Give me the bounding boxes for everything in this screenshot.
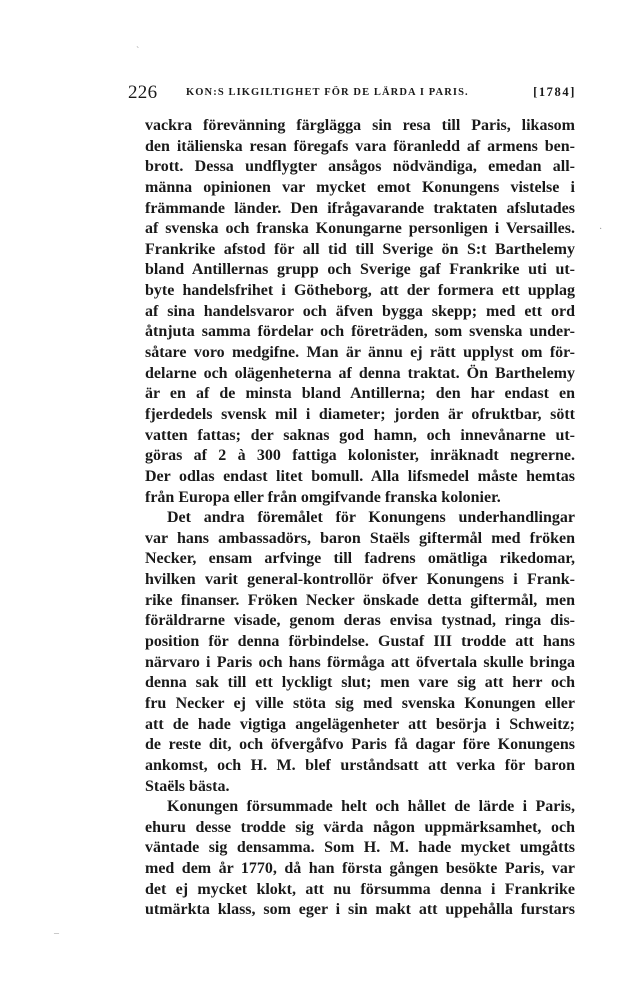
page-header [128, 82, 576, 106]
text-line: delarne och olägenheterna af denna traktat. Ön Barthelemy [145, 364, 575, 382]
text-line: fjerdedels svensk mil i diameter; jorden är ofruktbar, sött [145, 405, 575, 423]
text-line: hvilken varit general-kontrollör öfver Konungens i Frank- [145, 571, 575, 589]
text-line: var hans ambassadörs, baron Staëls giftermål med fröken [145, 529, 575, 547]
stray-mark: · [599, 224, 603, 235]
text-line: brott. Dessa undflygter ansågos nödvändiga, emedan all- [145, 158, 575, 176]
text-line: Staëls bästa. [145, 777, 230, 795]
text-line: med dem år 1770, då han första gången besökte Paris, var [145, 860, 575, 878]
text-line: Det andra föremålet för Konungens underhandlingar [167, 509, 575, 527]
body-text [145, 116, 575, 921]
text-line: de reste dit, och öfvergåfvo Paris få dagar före Konungens [145, 736, 575, 754]
text-line: rike finanser. Fröken Necker önskade detta giftermål, men [145, 591, 575, 609]
stray-mark: ˋ [136, 46, 140, 57]
text-line: Frankrike afstod för all tid till Sverige ön S:t Barthelemy [145, 240, 575, 258]
text-line: utmärkta klass, som eger i sin makt att uppehålla furstars [145, 901, 575, 919]
text-line: är en af de minsta bland Antillerna; den har endast en [145, 385, 575, 403]
stray-mark: ‒ [54, 928, 59, 939]
text-line: väntade sig densamma. Som H. M. hade mycket umgåtts [145, 839, 575, 857]
text-line: vatten fattas; der saknas god hamn, och innevånarne ut- [145, 426, 575, 444]
text-line: åtnjuta samma fördelar och företräden, som svenska under- [145, 323, 575, 341]
year-marker: [1784] [533, 85, 576, 99]
text-line: ankomst, och H. M. blef urståndsatt att verka för baron [145, 756, 575, 774]
text-line: af sina handelsvaror och äfven bygga skepp; med ett ord [145, 302, 575, 320]
text-line: föräldrarne visade, genom deras envisa tystnad, ringa dis- [145, 612, 575, 630]
text-line: Konungen försummade helt och hållet de lärde i Paris, [167, 798, 575, 816]
text-line: det ej mycket klokt, att nu försumma denna i Frankrike [145, 880, 575, 898]
text-line: göras af 2 à 300 fattiga kolonister, inräknadt negrerne. [145, 447, 575, 465]
text-line: från Europa eller från omgifvande franska kolonier. [145, 488, 501, 506]
text-line: att de hade vigtiga angelägenheter att besörja i Schweitz; [145, 715, 575, 733]
text-line: ehuru desse trodde sig värda någon uppmärksamhet, och [145, 818, 575, 836]
text-line: männa opinionen var mycket emot Konungens vistelse i [145, 178, 575, 196]
text-line: främmande länder. Den ifrågavarande traktaten afslutades [145, 199, 575, 217]
text-line: fru Necker ej ville stöta sig med svenska Konungen eller [145, 694, 575, 712]
text-line: Der odlas endast litet bomull. Alla lifsmedel måste hemtas [145, 467, 575, 485]
text-line: den itälienska resan föregafs vara föranledd af armens ben- [145, 137, 575, 155]
text-line: såtare voro medgifne. Man är ännu ej rätt upplyst om för- [145, 344, 575, 362]
text-line: vackra förevänning färglägga sin resa till Paris, likasom [145, 117, 575, 134]
running-title: KON:S LIKGILTIGHET FÖR DE LÄRDA I PARIS. [186, 87, 469, 98]
text-line: Necker, ensam arfvinge till fadrens omätliga rikedomar, [145, 550, 575, 568]
text-line: byte handelsfrihet i Götheborg, att der formera ett upplag [145, 282, 575, 300]
text-line: denna sak till ett lyckligt slut; men vare sig att herr och [145, 674, 575, 692]
text-line: bland Antillernas grupp och Sverige gaf Frankrike uti ut- [145, 261, 575, 279]
text-line: närvaro i Paris och hans förmåga att öfvertala skulle bringa [145, 653, 575, 671]
page-number: 226 [128, 82, 158, 103]
text-line: af svenska och franska Konungarne personligen i Versailles. [145, 220, 575, 238]
text-line: position för denna förbindelse. Gustaf III trodde att hans [145, 633, 575, 651]
